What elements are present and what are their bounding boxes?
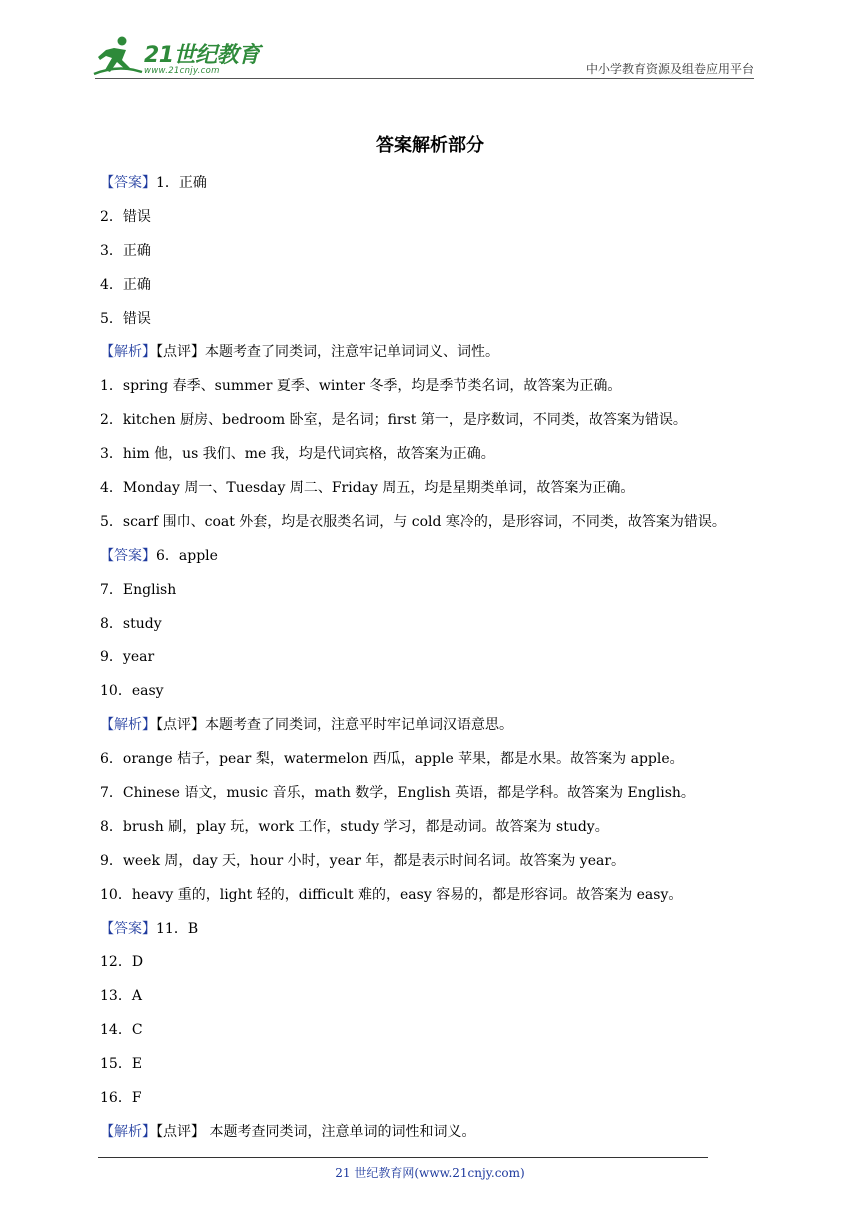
answer-line bbox=[100, 407, 780, 441]
line-text: 16．F bbox=[100, 1090, 142, 1107]
line-text: 7．Chinese 语文，music 音乐，math 数学，English 英语，都是学科。故答案为 English。 bbox=[100, 785, 695, 802]
line-text: 1．正确 bbox=[156, 175, 207, 191]
answer-line bbox=[100, 170, 780, 204]
line-text: 5．错误 bbox=[100, 310, 151, 327]
section-tag: 【答案】 bbox=[100, 175, 156, 191]
logo bbox=[92, 34, 262, 80]
answer-line bbox=[100, 543, 780, 577]
answer-line bbox=[100, 204, 780, 238]
answer-line bbox=[100, 238, 780, 272]
answer-line bbox=[100, 712, 780, 746]
answer-line bbox=[100, 509, 780, 543]
header-divider bbox=[95, 78, 754, 79]
line-text: 10．heavy 重的，light 轻的，difficult 难的，easy 容易的，都是形容词。故答案为 easy。 bbox=[100, 886, 683, 903]
line-text: 5．scarf 围巾、coat 外套，均是衣服类名词，与 cold 寒冷的，是形容词，不同类，故答案为错误。 bbox=[100, 513, 726, 530]
footer-divider bbox=[98, 1157, 708, 1158]
answer-line bbox=[100, 644, 780, 678]
line-text: 2．错误 bbox=[100, 208, 151, 225]
answer-line bbox=[100, 1017, 780, 1051]
section-tag: 【答案】 bbox=[100, 547, 156, 564]
page-header bbox=[0, 0, 860, 90]
line-text: 2．kitchen 厨房、bedroom 卧室，是名词；first 第一，是序数词，不同类，故答案为错误。 bbox=[100, 412, 687, 429]
line-text: 15．E bbox=[100, 1056, 143, 1073]
answer-line bbox=[100, 272, 780, 306]
line-text: 11．B bbox=[156, 920, 199, 937]
answer-line bbox=[100, 1085, 780, 1119]
answer-line bbox=[100, 373, 780, 407]
section-tag: 【解析】 bbox=[100, 344, 156, 361]
line-text: 8．brush 刷，play 玩，work 工作，study 学习，都是动词。故答案为 study。 bbox=[100, 818, 609, 835]
line-text: 【点评】本题考查了同类词，注意牢记单词词义、词性。 bbox=[156, 344, 499, 361]
platform-name: 中小学教育资源及组卷应用平台 bbox=[585, 62, 754, 76]
page-footer: 21 世纪教育网(www.21cnjy.com) bbox=[335, 1166, 525, 1180]
line-text: 9．week 周，day 天，hour 小时，year 年，都是表示时间名词。故答案为 year。 bbox=[100, 852, 626, 869]
line-text: 12．D bbox=[100, 954, 144, 971]
line-text: 8．study bbox=[100, 615, 162, 632]
line-text: 6．orange 桔子，pear 梨，watermelon 西瓜，apple 苹果，都是水果。故答案为 apple。 bbox=[100, 751, 684, 768]
answer-line bbox=[100, 882, 780, 916]
answer-line bbox=[100, 611, 780, 645]
answer-line bbox=[100, 1051, 780, 1085]
runner-icon bbox=[92, 34, 144, 78]
answer-line bbox=[100, 475, 780, 509]
line-text: 1．spring 春季、summer 夏季、winter 冬季，均是季节类名词，故答案为正确。 bbox=[100, 378, 622, 395]
answer-list bbox=[100, 170, 780, 1153]
line-text: 【点评】本题考查了同类词，注意平时牢记单词汉语意思。 bbox=[156, 717, 513, 734]
line-text: 10．easy bbox=[100, 683, 164, 700]
line-text: 9．year bbox=[100, 649, 155, 666]
answer-line bbox=[100, 814, 780, 848]
line-text: 6．apple bbox=[156, 547, 218, 564]
answer-line bbox=[100, 916, 780, 950]
answer-line bbox=[100, 339, 780, 373]
section-tag: 【解析】 bbox=[100, 1123, 156, 1140]
answer-line bbox=[100, 848, 780, 882]
line-text: 3．him 他，us 我们、me 我，均是代词宾格，故答案为正确。 bbox=[100, 446, 495, 463]
page-title: 答案解析部分 bbox=[376, 135, 484, 156]
answer-line bbox=[100, 746, 780, 780]
answer-line bbox=[100, 306, 780, 340]
section-tag: 【答案】 bbox=[100, 920, 156, 937]
line-text: 4．正确 bbox=[100, 276, 151, 293]
answer-line bbox=[100, 780, 780, 814]
answer-line bbox=[100, 678, 780, 712]
logo-text: 21世纪教育 bbox=[144, 43, 260, 68]
line-text: 4．Monday 周一、Tuesday 周二、Friday 周五，均是星期类单词，故答案为正确。 bbox=[100, 480, 635, 497]
line-text: 3．正确 bbox=[100, 242, 151, 259]
line-text: 13．A bbox=[100, 988, 142, 1005]
line-text: 7．English bbox=[100, 581, 177, 598]
answer-line bbox=[100, 1119, 780, 1153]
section-tag: 【解析】 bbox=[100, 717, 156, 734]
answer-line bbox=[100, 983, 780, 1017]
answer-line bbox=[100, 949, 780, 983]
logo-url: www.21cnjy.com bbox=[144, 66, 220, 76]
answer-line bbox=[100, 441, 780, 475]
line-text: 14．C bbox=[100, 1022, 143, 1039]
answer-line bbox=[100, 577, 780, 611]
line-text: 【点评】 本题考查同类词，注意单词的词性和词义。 bbox=[156, 1123, 476, 1140]
